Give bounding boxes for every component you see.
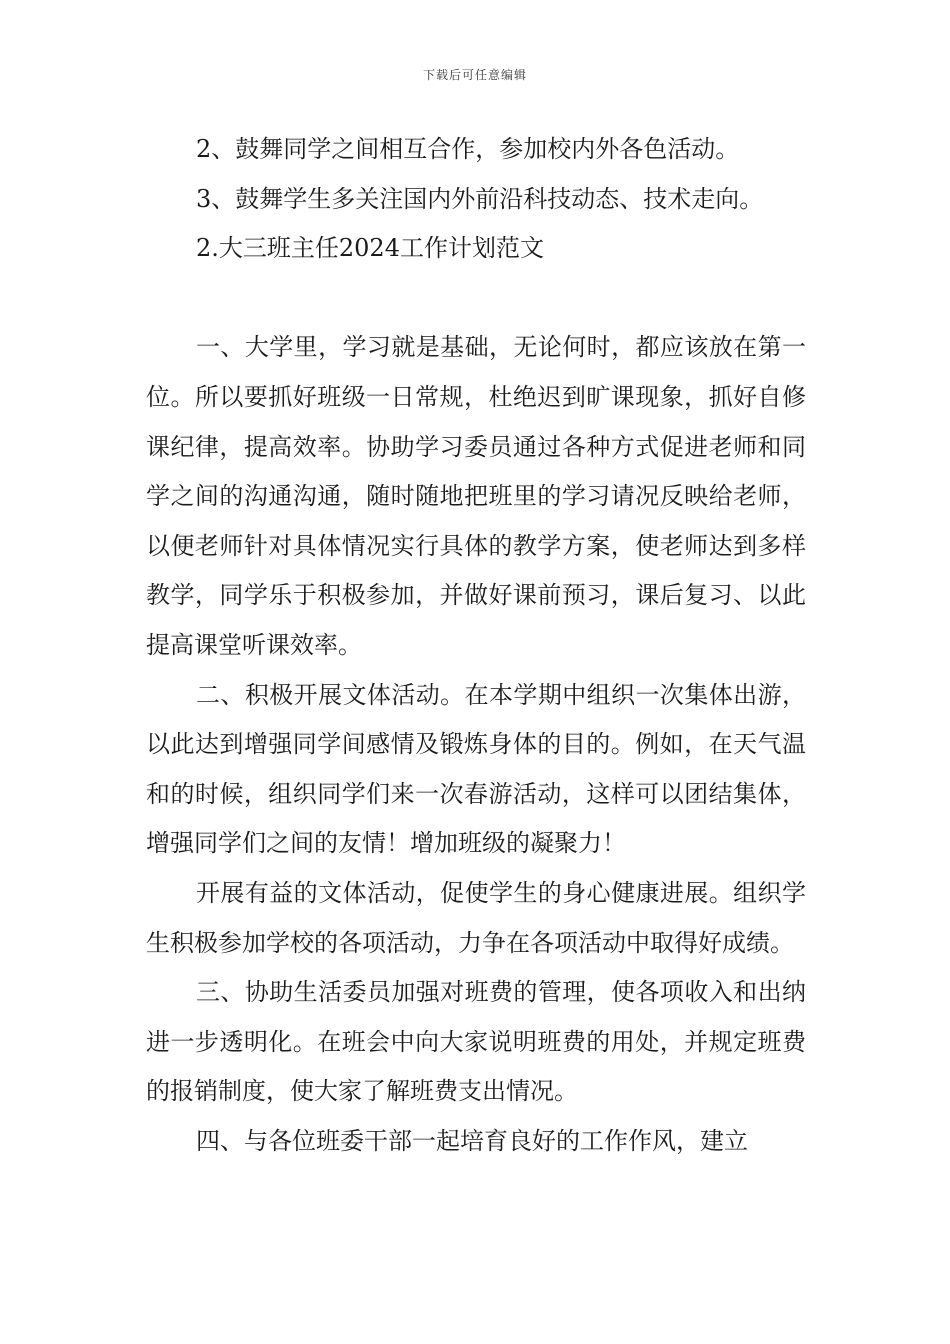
section-title: 2.大三班主任2024工作计划范文 [196,234,544,263]
paragraph-5: 四、与各位班委干部一起培育良好的工作作风，建立 [196,1126,748,1155]
document-body [146,125,806,1166]
blank-line [146,274,806,324]
paragraph-3: 开展有益的文体活动，促使学生的身心健康进展。组织学生积极参加学校的各项活动，力争在各项活动中取得好成绩。 [146,878,806,957]
header-note: 下载后可任意编辑 [422,68,527,82]
paragraph-4: 三、协助生活委员加强对班费的管理，使各项收入和出纳进一步透明化。在班会中向大家说明班费的用处，并规定班费的报销制度，使大家了解班费支出情况。 [146,978,806,1106]
list-item-2: 2、鼓舞同学之间相互合作，参加校内外各色活动。 [196,135,740,163]
paragraph-1: 一、大学里，学习就是基础，无论何时，都应该放在第一位。所以要抓好班级一日常规，杜绝迟到旷课现象，抓好自修课纪律，提高效率。协助学习委员通过各种方式促进老师和同学之间的沟通沟通，随时随地把班里的学习请况反映给老师，以便老师针对具体情况实行具体的教学方案，使老师达到多样教学，同学乐于积极参加，并做好课前预习，课后复习、以此提高课堂听课效率。 [146,333,806,659]
list-item-3: 3、鼓舞学生多关注国内外前沿科技动态、技术走向。 [196,184,764,213]
paragraph-2: 二、积极开展文体活动。在本学期中组织一次集体出游，以此达到增强同学间感情及锻炼身体的目的。例如，在天气温和的时候，组织同学们来一次春游活动，这样可以团结集体，增强同学们之间的友情！增加班级的凝聚力！ [146,680,806,858]
